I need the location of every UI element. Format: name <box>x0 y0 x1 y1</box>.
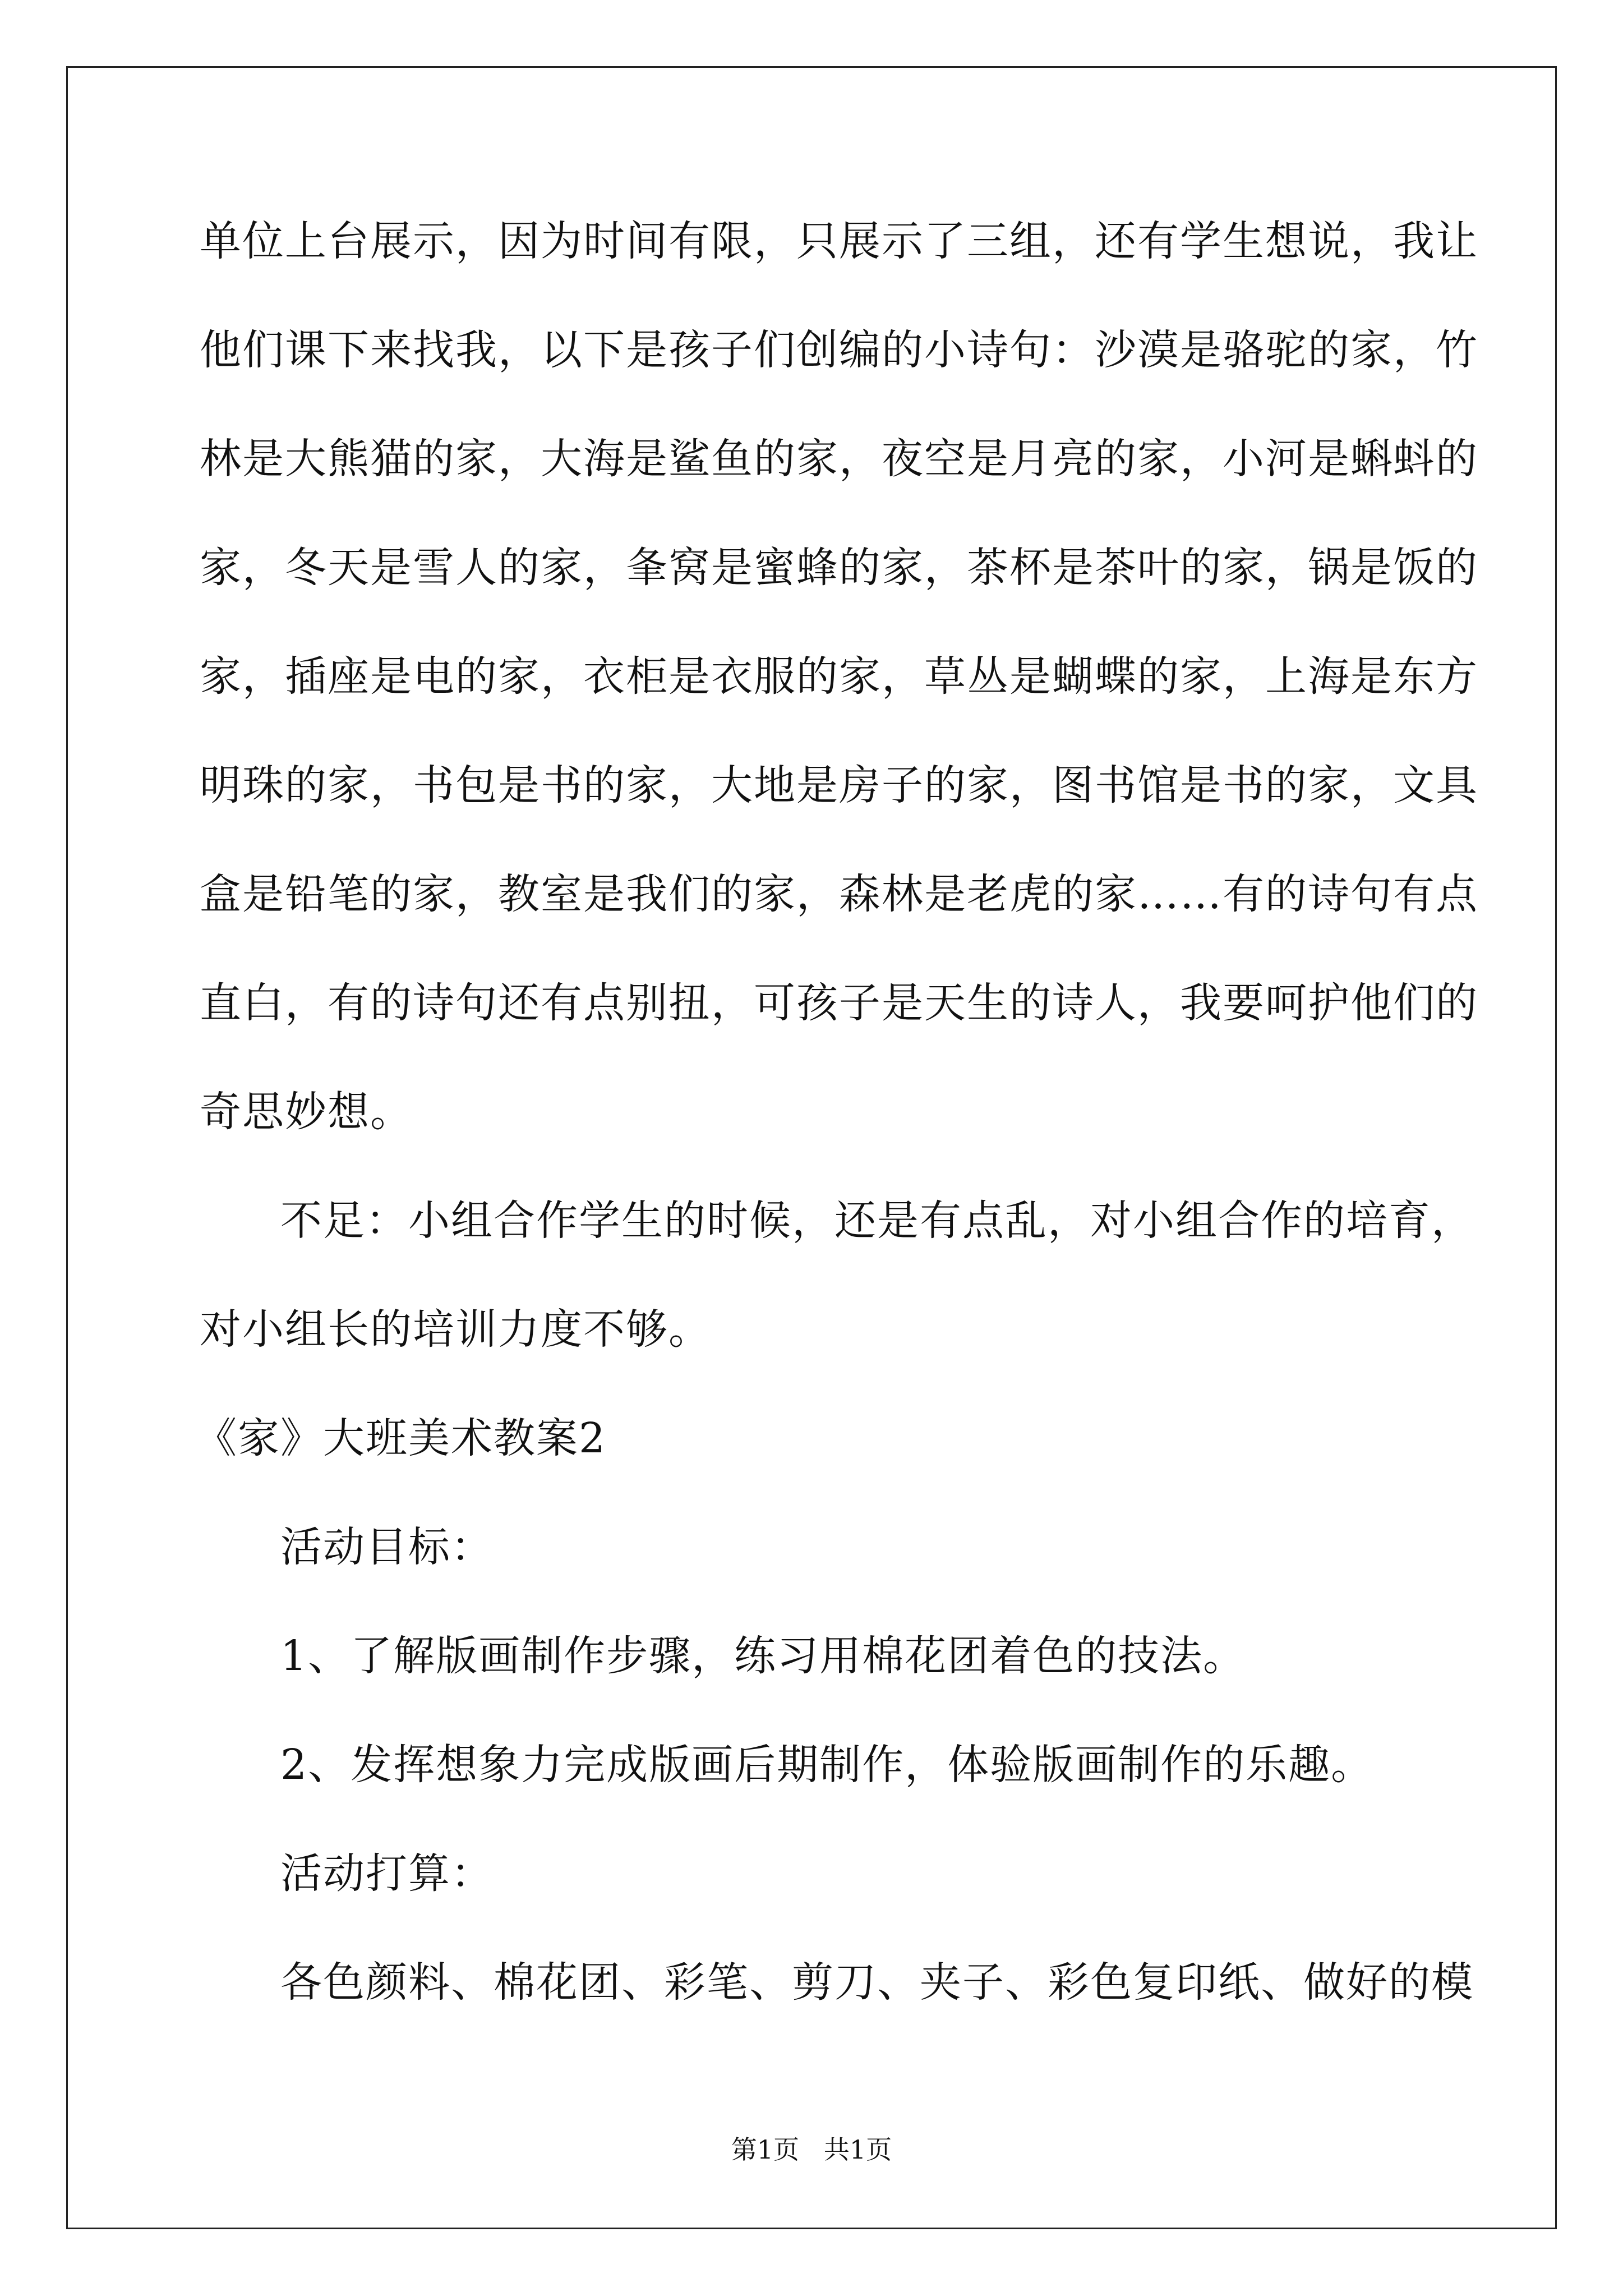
paragraph-1-line-5: 家，插座是电的家，衣柜是衣服的家，草丛是蝴蝶的家，上海是东方 <box>200 652 1478 701</box>
section-heading: 《家》大班美术教案2 <box>195 1414 607 1462</box>
paragraph-1-line-3: 林是大熊猫的家，大海是鲨鱼的家，夜空是月亮的家，小河是蝌蚪的 <box>200 435 1478 483</box>
page-border <box>66 66 1557 2229</box>
materials-line: 各色颜料、棉花团、彩笔、剪刀、夹子、彩色复印纸、做好的模 <box>280 1958 1474 2007</box>
goals-label: 活动目标： <box>280 1523 494 1571</box>
paragraph-1-line-4: 家，冬天是雪人的家，夆窝是蜜蜂的家，茶杯是茶叶的家，锅是饭的 <box>200 544 1478 592</box>
paragraph-1-line-9: 奇思妙想。 <box>200 1088 413 1136</box>
paragraph-1-line-7: 盒是铅笔的家，教室是我们的家，森林是老虎的家……有的诗句有点 <box>200 870 1478 918</box>
paragraph-1-line-2: 他们课下来找我，以下是孩子们创编的小诗句：沙漠是骆驼的家，竹 <box>200 326 1478 374</box>
page-footer: 第1页 共1页 <box>731 2134 892 2165</box>
goal-item-2: 2、发挥想象力完成版画后期制作，体验版画制作的乐趣。 <box>280 1741 1374 1789</box>
paragraph-2-line-2: 对小组长的培训力度不够。 <box>200 1305 711 1354</box>
goal-item-1: 1、了解版画制作步骤，练习用棉花团着色的技法。 <box>280 1632 1246 1680</box>
paragraph-1-line-8: 直白，有的诗句还有点别扭，可孩子是天生的诗人，我要呵护他们的 <box>200 979 1478 1027</box>
paragraph-2-line-1: 不足：小组合作学生的时候，还是有点乱，对小组合作的培育， <box>280 1197 1474 1245</box>
paragraph-1-line-6: 明珠的家，书包是书的家，大地是房子的家，图书馆是书的家，文具 <box>200 761 1478 809</box>
paragraph-1-line-1: 单位上台展示，因为时间有限，只展示了三组，还有学生想说，我让 <box>200 217 1478 265</box>
prep-label: 活动打算： <box>280 1849 494 1898</box>
